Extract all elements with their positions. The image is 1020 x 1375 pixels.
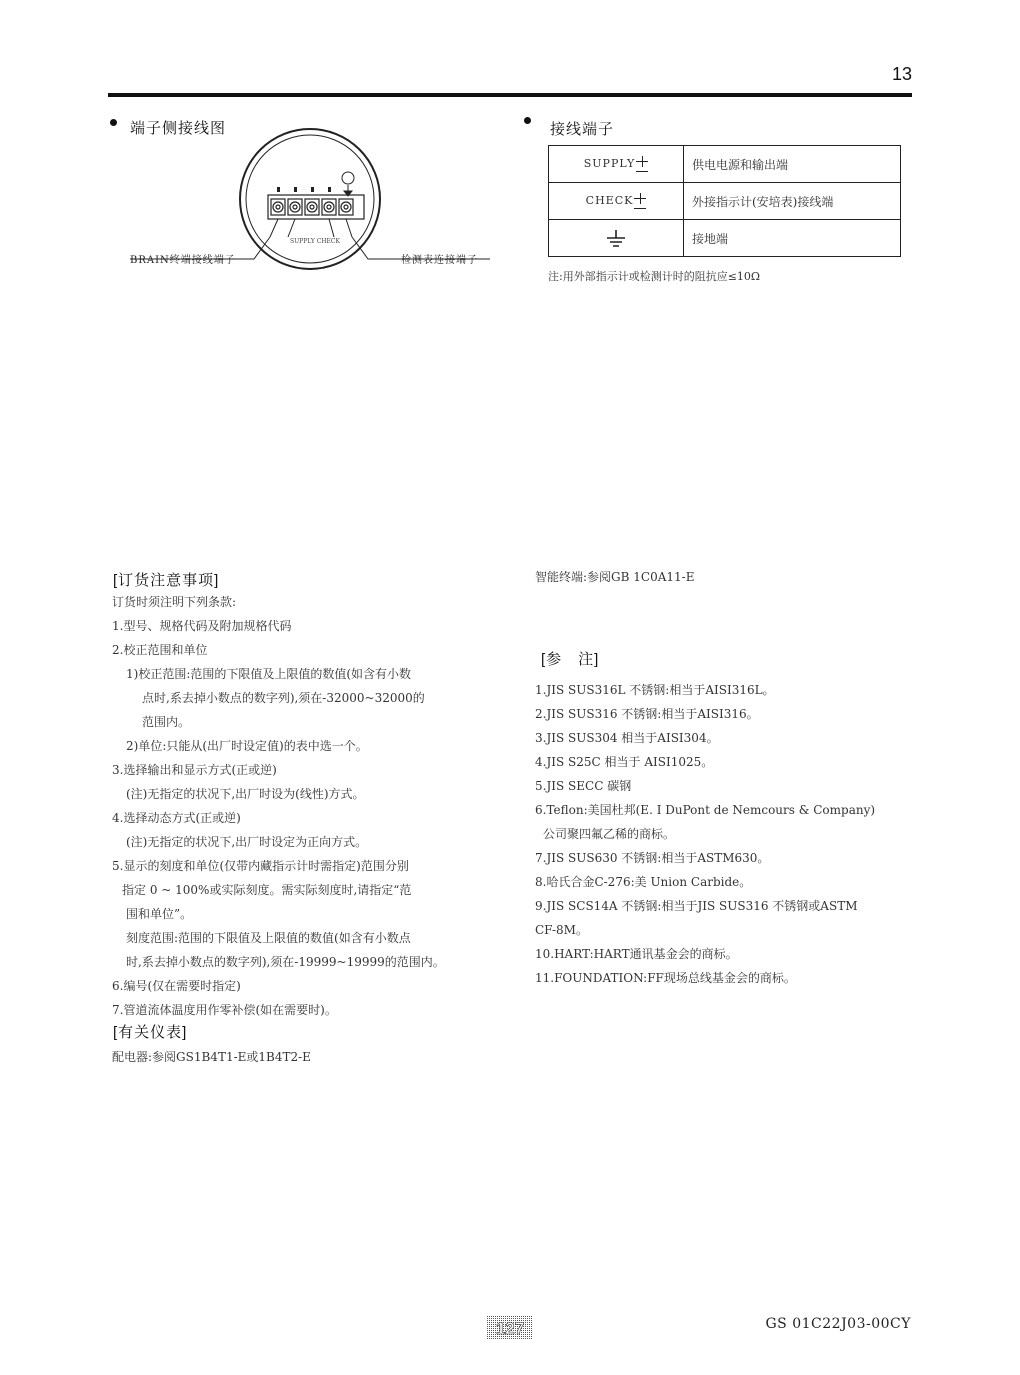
list-item: 指定 0 ~ 100%或实际刻度。需实际刻度时,请指定“范: [122, 883, 412, 897]
list-item: 7.JIS SUS630 不锈钢:相当于ASTM630。: [535, 851, 770, 865]
list-item: 10.HART:HART通讯基金会的商标。: [535, 947, 738, 961]
list-item: 刻度范围:范围的下限值及上限值的数值(如含有小数点: [126, 931, 411, 945]
terminal-name: SUPPLY: [583, 157, 636, 170]
terminal-name-cell: [549, 220, 684, 257]
list-item: 6.Teflon:美国杜邦(E. I DuPont de Nemcours & Company): [535, 803, 876, 817]
list-item: 5.JIS SECC 碳钢: [535, 779, 632, 793]
check-terminal-label: 检测表连接端子: [401, 255, 478, 266]
wiring-diagram-heading: 端子侧接线图: [130, 120, 227, 137]
page-number: 13: [891, 64, 912, 84]
ordering-heading: [订货注意事项]: [113, 572, 220, 589]
list-item: 2.校正范围和单位: [112, 643, 208, 657]
terminal-name-cell: [549, 146, 684, 183]
list-item: 订货时须注明下列条款:: [112, 595, 237, 609]
terminal-name-cell: [549, 183, 684, 220]
list-item: 1)校正范围:范围的下限值及上限值的数值(如含有小数: [126, 667, 412, 681]
list-item: 点时,系去掉小数点的数字列),须在-32000~32000的: [142, 691, 425, 705]
list-item: 围和单位”。: [126, 907, 193, 921]
list-item: 3.JIS SUS304 相当于AISI304。: [535, 731, 719, 745]
plus-minus-icon: [636, 156, 648, 172]
list-item: 4.JIS S25C 相当于 AISI1025。: [535, 755, 714, 769]
terminal-table: [548, 145, 901, 257]
list-item: 11.FOUNDATION:FF现场总线基金会的商标。: [535, 971, 796, 985]
footer-page-code: [487, 1316, 533, 1340]
ground-icon: [605, 229, 627, 247]
notes-heading: [参 注]: [541, 651, 600, 668]
terminal-desc: 接地端: [684, 220, 901, 257]
table-row: [549, 146, 901, 183]
page-code-text: 127: [495, 1319, 525, 1338]
notes-list: [535, 678, 875, 990]
list-item: 1.JIS SUS316L 不锈钢:相当于AISI316L。: [535, 683, 775, 697]
list-item: 5.显示的刻度和单位(仅带内藏指示计时需指定)范围分别: [112, 859, 409, 873]
terminal-desc: 供电电源和输出端: [684, 146, 901, 183]
list-item: 6.编号(仅在需要时指定): [112, 979, 241, 993]
terminal-desc: 外接指示计(安培表)接线端: [684, 183, 901, 220]
list-item: 2)单位:只能从(出厂时设定值)的表中选一个。: [126, 739, 368, 753]
bullet-icon: [110, 119, 117, 126]
list-item: 公司聚四氟乙稀的商标。: [543, 827, 676, 841]
ordering-list: [112, 590, 445, 1022]
terminal-note: 注:用外部指示计或检测计时的阻抗应≤10Ω: [548, 270, 761, 283]
list-item: 1.型号、规格代码及附加规格代码: [112, 619, 292, 633]
list-item: CF-8M。: [535, 923, 588, 937]
list-item: 范围内。: [142, 715, 191, 729]
list-item: (注)无指定的状况下,出厂时设定为正向方式。: [126, 835, 368, 849]
page-code-stamp: [487, 1316, 533, 1340]
smart-terminal-line: 智能终端:参阅GB 1C0A11-E: [535, 570, 695, 584]
list-item: 3.选择输出和显示方式(正或逆): [112, 763, 277, 777]
table-row: [549, 183, 901, 220]
table-row: [549, 220, 901, 257]
related-line: 配电器:参阅GS1B4T1-E或1B4T2-E: [112, 1050, 311, 1064]
plus-minus-icon: [634, 193, 646, 209]
terminal-name: CHECK: [585, 194, 634, 207]
list-item: 7.管道流体温度用作零补偿(如在需要时)。: [112, 1003, 337, 1017]
diagram-inner-label: SUPPLY CHECK: [290, 238, 340, 245]
list-item: 4.选择动态方式(正或逆): [112, 811, 241, 825]
list-item: 时,系去掉小数点的数字列),须在-19999~19999的范围内。: [126, 955, 445, 969]
bullet-icon: [524, 117, 531, 124]
list-item: 9.JIS SCS14A 不锈钢:相当于JIS SUS316 不锈钢或ASTM: [535, 899, 858, 913]
header-rule: [108, 93, 912, 97]
list-item: 2.JIS SUS316 不锈钢:相当于AISI316。: [535, 707, 759, 721]
list-item: 8.哈氏合金C-276:美 Union Carbide。: [535, 875, 752, 889]
brain-terminal-label: BRAIN终端接线端子: [130, 255, 236, 266]
list-item: (注)无指定的状况下,出厂时设为(线性)方式。: [126, 787, 365, 801]
terminals-heading: 接线端子: [550, 121, 615, 138]
related-heading: [有关仪表]: [113, 1024, 188, 1041]
document-id: GS 01C22J03-00CY: [765, 1316, 911, 1332]
